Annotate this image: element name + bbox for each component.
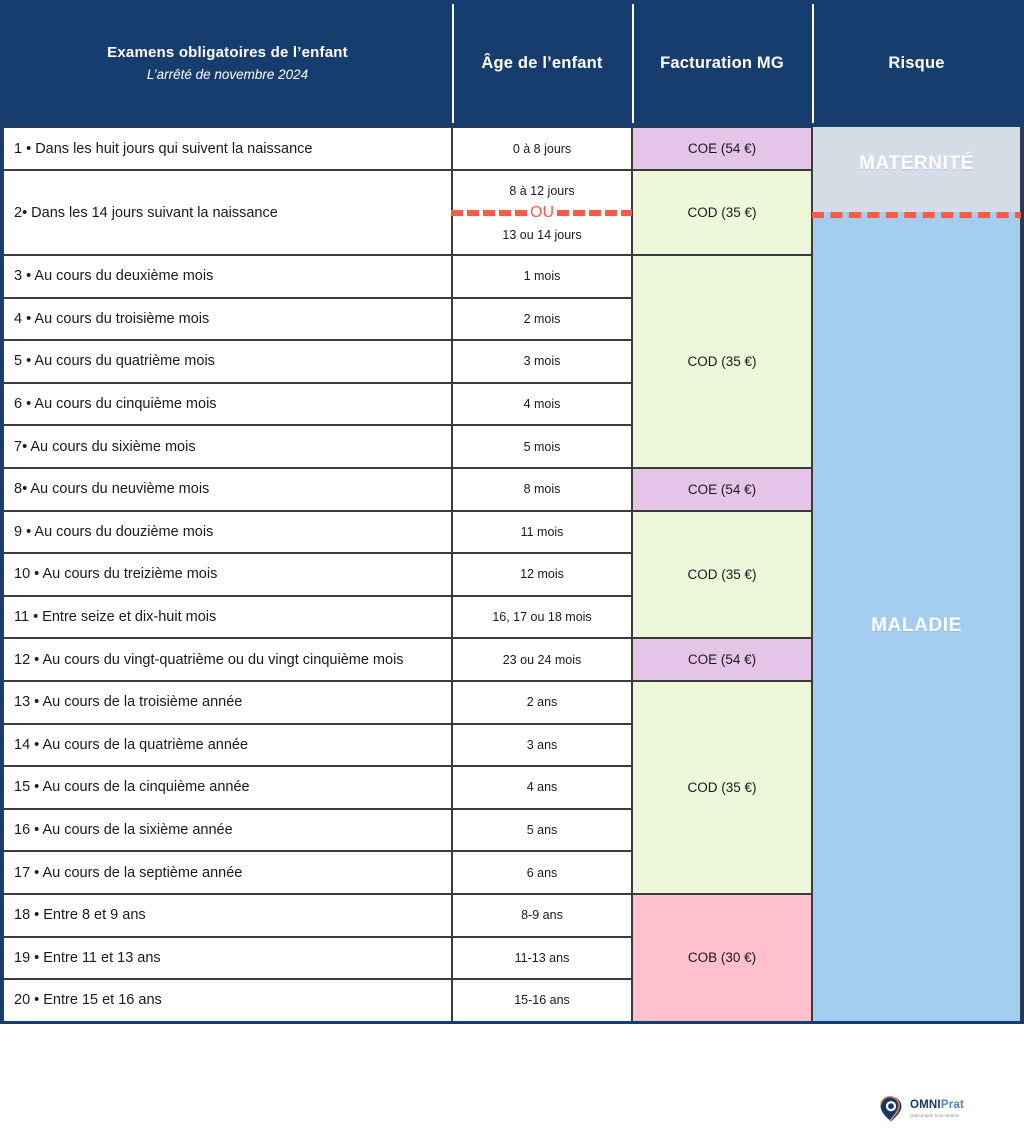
age-or-separator	[453, 202, 631, 224]
exam-cell	[3, 724, 452, 767]
exam-cell	[3, 766, 452, 809]
exam-cell	[3, 681, 452, 724]
exam-cell	[3, 468, 452, 511]
facturation-cell	[632, 511, 812, 639]
exam-cell	[3, 340, 452, 383]
age-label: 23 ou 24 mois	[502, 652, 582, 667]
exam-label: 14 • Au cours de la quatrième année	[14, 736, 249, 753]
exam-cell	[3, 937, 452, 980]
risk-label-maternite: MATERNITÉ	[859, 153, 974, 174]
header-age-label: Âge de l’enfant	[481, 54, 603, 72]
facturation-label: COD (35 €)	[687, 354, 757, 369]
exam-cell	[3, 127, 452, 170]
facturation-cell	[632, 255, 812, 468]
exam-cell	[3, 170, 452, 255]
age-label: 12 mois	[520, 567, 564, 582]
exam-cell	[3, 425, 452, 468]
header-cell-facturation	[632, 0, 812, 127]
age-cell	[452, 553, 632, 596]
header-facturation-label: Facturation MG	[660, 54, 784, 72]
facturation-label: COD (35 €)	[687, 780, 757, 795]
exam-label: 13 • Au cours de la troisième année	[14, 694, 243, 711]
table-header	[0, 0, 1024, 127]
age-label: 2 mois	[523, 311, 561, 326]
facturation-label: COE (54 €)	[687, 652, 757, 668]
exam-label: 19 • Entre 11 et 13 ans	[14, 949, 161, 966]
age-label: 15-16 ans	[514, 993, 570, 1008]
age-label: 16, 17 ou 18 mois	[492, 610, 592, 625]
age-label: 3 ans	[526, 737, 558, 752]
facturation-cell	[632, 638, 812, 681]
age-cell	[452, 638, 632, 681]
header-cell-age	[452, 0, 632, 127]
exam-cell	[3, 596, 452, 639]
age-cell	[452, 511, 632, 554]
exam-label: 16 • Au cours de la sixième année	[14, 822, 233, 839]
age-label: 11-13 ans	[514, 950, 570, 965]
age-cell	[452, 851, 632, 894]
exam-label: 10 • Au cours du treizième mois	[14, 566, 218, 583]
omniprat-name	[910, 1100, 964, 1112]
age-label: 5 ans	[526, 823, 558, 838]
header-cell-examens	[3, 0, 452, 127]
facturation-cell	[632, 170, 812, 255]
facturation-cell	[632, 681, 812, 894]
or-label: OU	[530, 203, 554, 221]
exam-label: 8• Au cours du neuvième mois	[14, 481, 210, 498]
age-label: 1 mois	[523, 269, 561, 284]
age-label: 8-9 ans	[521, 908, 563, 923]
facturation-label: COD (35 €)	[687, 566, 757, 582]
omniprat-name-prat: Prat	[940, 1098, 964, 1111]
omniprat-tagline: Outil d’aide à la cotation	[910, 1112, 960, 1118]
age-cell	[452, 127, 632, 170]
exam-cell	[3, 809, 452, 852]
age-cell	[452, 596, 632, 639]
exam-cell	[3, 979, 452, 1022]
omniprat-name-omni: OMNI	[910, 1098, 941, 1111]
facturation-label: COB (30 €)	[687, 950, 757, 966]
age-cell	[452, 340, 632, 383]
exam-label: 11 • Entre seize et dix-huit mois	[14, 609, 217, 626]
exam-label: 15 • Au cours de la cinquième année	[14, 779, 250, 796]
exam-cell	[3, 851, 452, 894]
facturation-label: COE (54 €)	[687, 141, 757, 156]
facturation-label: COD (35 €)	[687, 205, 757, 220]
facturation-cell	[632, 468, 812, 511]
age-label: 8 mois	[523, 482, 561, 497]
age-label: 3 mois	[523, 354, 561, 369]
risk-divider-dashed	[812, 212, 1024, 218]
table-body	[0, 127, 1024, 1118]
exam-label: 9 • Au cours du douzième mois	[14, 523, 214, 540]
risk-label-maladie: MALADIE	[871, 615, 962, 636]
exam-label: 20 • Entre 15 et 16 ans	[14, 992, 162, 1009]
facturation-label: COE (54 €)	[687, 481, 757, 497]
exam-cell	[3, 255, 452, 298]
exam-cell	[3, 298, 452, 341]
exam-label: 3 • Au cours du deuxième mois	[14, 268, 214, 285]
exam-label: 18 • Entre 8 et 9 ans	[14, 907, 146, 924]
facturation-cell	[632, 894, 812, 1022]
age-cell	[452, 170, 632, 255]
age-label: 4 mois	[523, 397, 561, 412]
exam-label: 2• Dans les 14 jours suivant la naissance	[14, 204, 278, 221]
exam-label: 1 • Dans les huit jours qui suivent la naissance	[14, 140, 313, 157]
exam-cell	[3, 383, 452, 426]
age-cell	[452, 979, 632, 1022]
age-cell	[452, 255, 632, 298]
risk-block-maternite	[812, 127, 1021, 212]
age-label: 4 ans	[526, 780, 558, 795]
exam-label: 12 • Au cours du vingt-quatrième ou du vingt cinquième mois	[14, 651, 404, 668]
exam-label: 17 • Au cours de la septième année	[14, 864, 243, 881]
exam-cell	[3, 511, 452, 554]
age-cell	[452, 298, 632, 341]
risk-block-maladie	[812, 212, 1021, 1024]
exam-label: 5 • Au cours du quatrième mois	[14, 353, 215, 370]
omniprat-logo-text	[910, 1100, 964, 1118]
age-cell	[452, 766, 632, 809]
omniprat-logo	[878, 1095, 964, 1123]
age-label: 11 mois	[520, 524, 564, 539]
age-label: 2 ans	[526, 695, 558, 710]
header-examens-title: Examens obligatoires de l’enfant	[107, 43, 348, 61]
header-cell-risque	[812, 0, 1021, 127]
exam-cell	[3, 894, 452, 937]
age-cell	[452, 681, 632, 724]
age-label-bottom: 13 ou 14 jours	[502, 227, 582, 242]
age-cell	[452, 809, 632, 852]
age-cell	[452, 894, 632, 937]
or-dash-left	[451, 210, 527, 216]
exam-label: 7• Au cours du sixième mois	[14, 438, 196, 455]
age-cell	[452, 468, 632, 511]
age-cell	[452, 937, 632, 980]
age-cell	[452, 724, 632, 767]
exam-label: 6 • Au cours du cinquième mois	[14, 396, 217, 413]
facturation-cell	[632, 127, 812, 170]
omniprat-pin-icon	[878, 1095, 904, 1123]
age-label: 5 mois	[523, 439, 561, 454]
age-cell	[452, 425, 632, 468]
header-risque-label: Risque	[888, 54, 945, 72]
age-label-top: 8 à 12 jours	[509, 183, 575, 198]
age-cell	[452, 383, 632, 426]
exam-cell	[3, 638, 452, 681]
or-dash-right	[557, 210, 633, 216]
header-examens-subtitle: L’arrêté de novembre 2024	[146, 66, 309, 82]
age-label: 0 à 8 jours	[512, 141, 572, 156]
exam-label: 4 • Au cours du troisième mois	[14, 310, 210, 327]
exam-cell	[3, 553, 452, 596]
age-label: 6 ans	[526, 865, 558, 880]
